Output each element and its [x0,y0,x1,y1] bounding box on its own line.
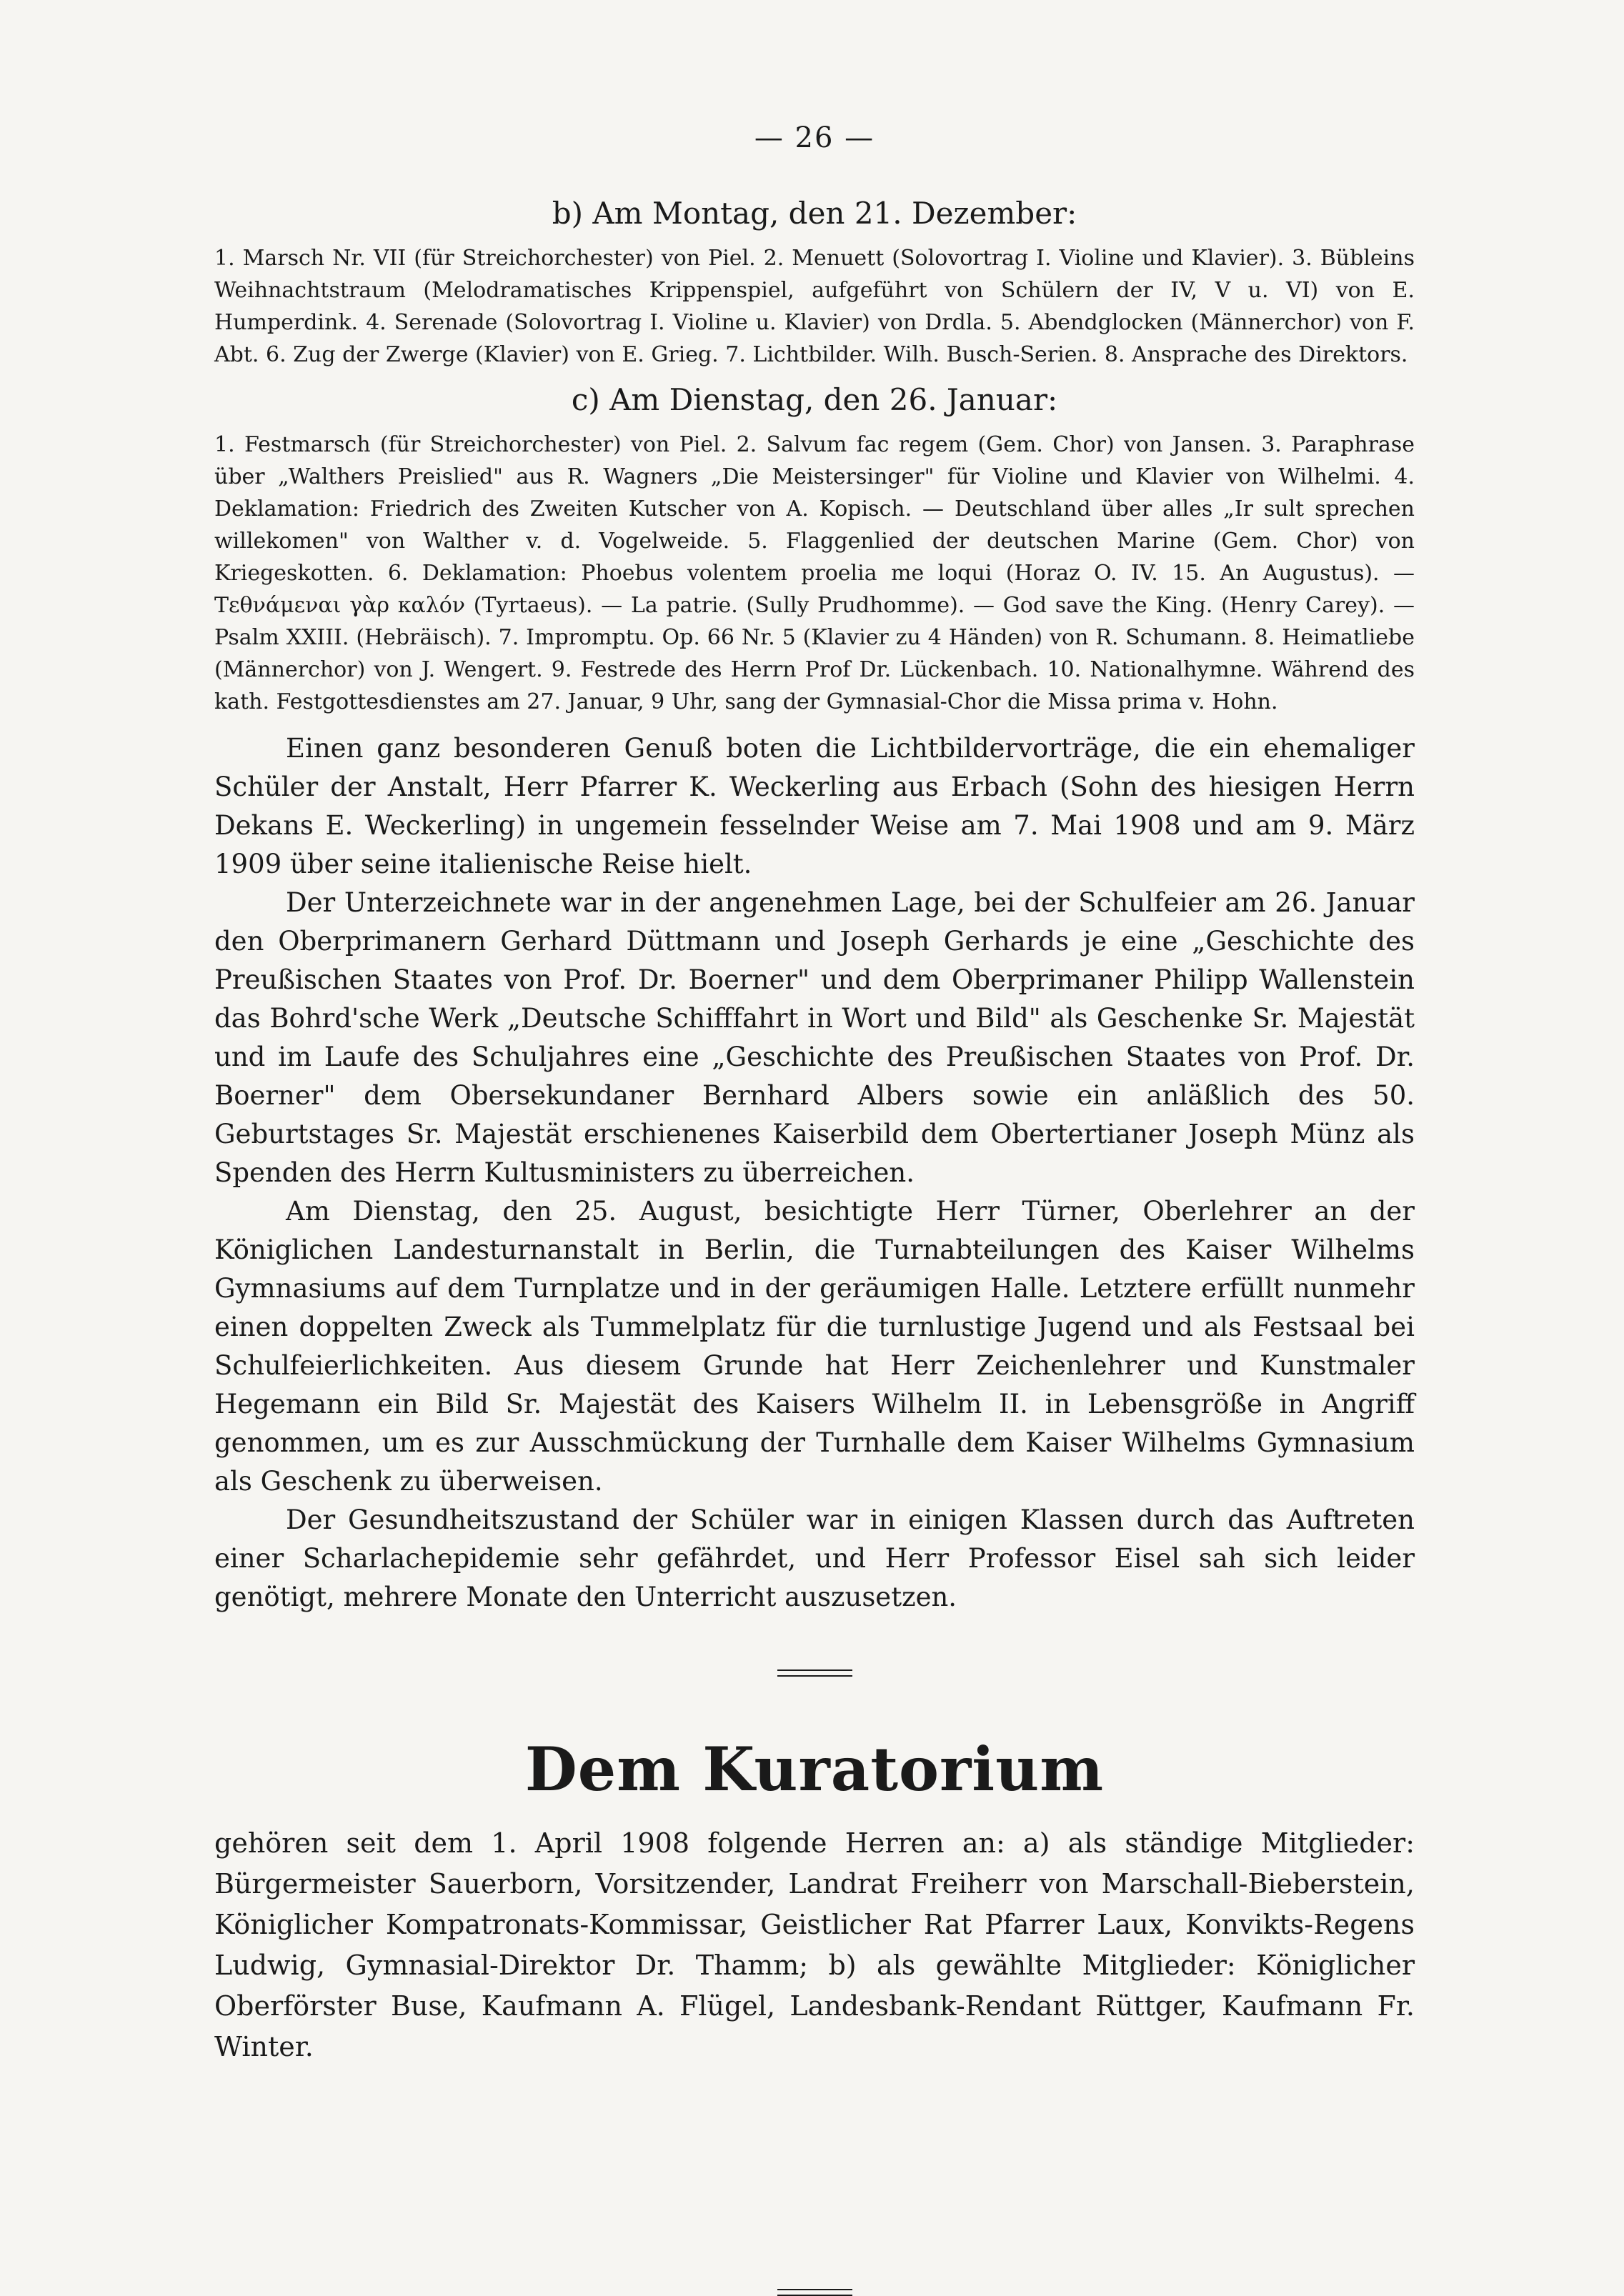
program-b-list: 1. Marsch Nr. VII (für Streichorchester) von Piel. 2. Menuett (Solovortrag I. Violine und Klavier). 3. Bübleins Weihnachtstraum (Melodramatisches Krippenspiel, aufgeführt von Schülern der IV, V u. VI) von E. Humperdink. 4. Serenade (Solovortrag I. Violine u. Klavier) von Drdla. 5. Abendglocken (Männerchor) von F. Abt. 6. Zug der Zwerge (Klavier) von E. Grieg. 7. Lichtbilder. Wilh. Busch-Serien. 8. Ansprache des Direktors. [214,246,1415,367]
kuratorium-title: Dem Kuratorium [524,1734,1105,1805]
page-number: — 26 — [754,121,875,154]
program-b-heading: b) Am Montag, den 21. Dezember: [552,196,1077,231]
program-c-heading: c) Am Dienstag, den 26. Januar: [571,382,1058,417]
paragraph-geschenke: Der Unterzeichnete war in der angenehmen Lage, bei der Schulfeier am 26. Januar den Oberprimanern Gerhard Düttmann und Joseph Gerhards je eine „Geschichte des Preußischen Staates von Prof. Dr. Boerner" und dem Oberprimaner Philipp Wallenstein das Bohrd'sche Werk „Deutsche Schifffahrt in Wort und Bild" als Geschenke Sr. Majestät und im Laufe des Schuljahres eine „Geschichte des Preußischen Staates von Prof. Dr. Boerner" dem Obersekundaner Bernhard Albers sowie ein anläßlich des 50. Geburtstages Sr. Majestät erschienenes Kaiserbild dem Obertertianer Joseph Münz als Spenden des Herrn Kultusministers zu überreichen. [214,887,1415,1188]
kuratorium-members: gehören seit dem 1. April 1908 folgende Herren an: a) als ständige Mitglieder: Bürgermeister Sauerborn, Vorsitzender, Landrat Freiherr von Marschall-Bieberstein, Königlicher Kompatronats-Kommissar, Geistlicher Rat Pfarrer Laux, Konvikts-Regens Ludwig, Gymnasial-Direktor Dr. Thamm; b) als gewählte Mitglieder: Königlicher Oberförster Buse, Kaufmann A. Flügel, Landesbank-Rendant Rüttger, Kaufmann Fr. Winter. [214,1827,1415,2062]
section-divider [777,1669,852,1677]
document-page [214,121,1415,2296]
paragraph-gesundheit: Der Gesundheitszustand der Schüler war in einigen Klassen durch das Auftreten einer Scharlachepidemie sehr gefährdet, und Herr Professor Eisel sah sich leider genötigt, mehrere Monate den Unterricht auszusetzen. [214,1504,1415,1612]
end-divider [777,2289,852,2296]
paragraph-turnhalle: Am Dienstag, den 25. August, besichtigte Herr Türner, Oberlehrer an der Königlichen Landesturnanstalt in Berlin, die Turnabteilungen des Kaiser Wilhelms Gymnasiums auf dem Turnplatze und in der geräumigen Halle. Letztere erfüllt nunmehr einen doppelten Zweck als Tummelplatz für die turnlustige Jugend und als Festsaal bei Schulfeierlichkeiten. Aus diesem Grunde hat Herr Zeichenlehrer und Kunstmaler Hegemann ein Bild Sr. Majestät des Kaisers Wilhelm II. in Lebensgröße in Angriff genommen, um es zur Ausschmückung der Turnhalle dem Kaiser Wilhelms Gymnasium als Geschenk zu überweisen. [214,1196,1415,1497]
paragraph-lichtbilder: Einen ganz besonderen Genuß boten die Lichtbildervorträge, die ein ehemaliger Schüler der Anstalt, Herr Pfarrer K. Weckerling aus Erbach (Sohn des hiesigen Herrn Dekans E. Weckerling) in ungemein fesselnder Weise am 7. Mai 1908 und am 9. März 1909 über seine italienische Reise hielt. [214,733,1415,879]
program-c-list: 1. Festmarsch (für Streichorchester) von Piel. 2. Salvum fac regem (Gem. Chor) von Jansen. 3. Paraphrase über „Walthers Preislied" aus R. Wagners „Die Meistersinger" für Violine und Klavier von Wilhelmi. 4. Deklamation: Friedrich des Zweiten Kutscher von A. Kopisch. — Deutschland über alles „Ir sult sprechen willekomen" von Walther v. d. Vogelweide. 5. Flaggenlied der deutschen Marine (Gem. Chor) von Kriegeskotten. 6. Deklamation: Phoebus volentem proelia me loqui (Horaz O. IV. 15. An Augustus). — Τεθνάμεναι γὰρ καλόν (Tyrtaeus). — La patrie. (Sully Prudhomme). — God save the King. (Henry Carey). — Psalm XXIII. (Hebräisch). 7. Impromptu. Op. 66 Nr. 5 (Klavier zu 4 Händen) von R. Schumann. 8. Heimatliebe (Männerchor) von J. Wengert. 9. Festrede des Herrn Prof Dr. Lückenbach. 10. Nationalhymne. Während des kath. Festgottesdienstes am 27. Januar, 9 Uhr, sang der Gymnasial-Chor die Missa prima v. Hohn. [214,432,1415,714]
